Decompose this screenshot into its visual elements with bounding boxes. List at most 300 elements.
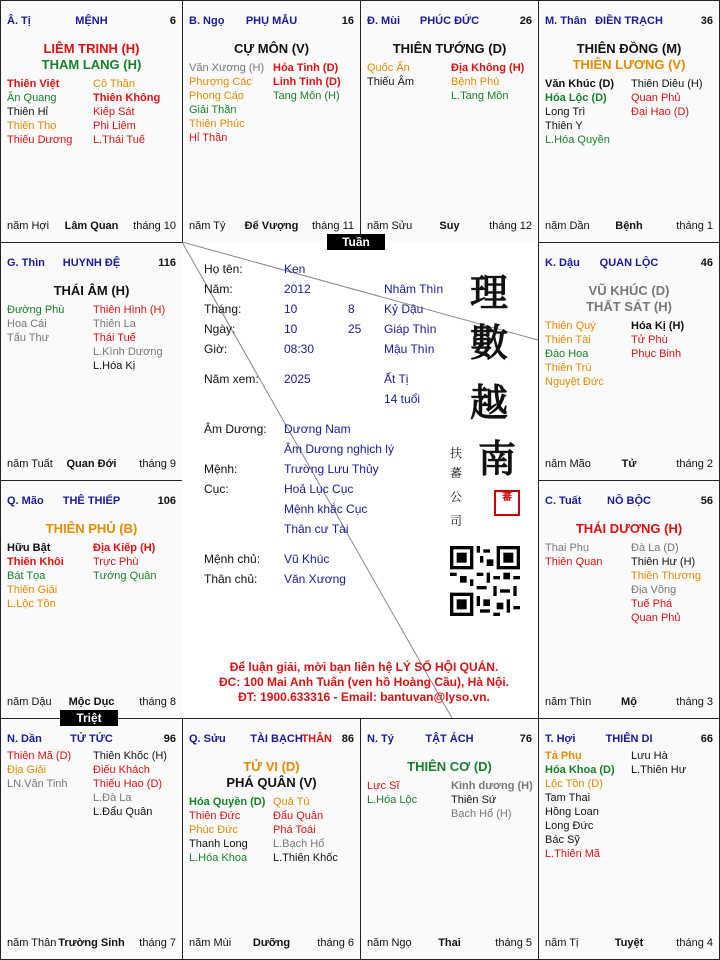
year-label: năm Tị	[545, 937, 579, 949]
label-cuc: Cục:	[204, 482, 229, 496]
minor-stars-left	[7, 749, 71, 791]
main-star: THIÊN PHỦ (B)	[45, 521, 138, 536]
palace-header	[7, 15, 176, 29]
palace-name: THIÊN DI	[605, 733, 653, 745]
palace-name: MỆNH	[75, 15, 108, 27]
minor-star: Hỉ Thần	[189, 132, 228, 144]
center-panel	[182, 242, 538, 718]
year-label: năm Thìn	[545, 696, 592, 708]
minor-stars-left	[189, 795, 265, 865]
palace-number: 106	[157, 495, 176, 507]
calligraphy-sub-3: 公	[450, 490, 463, 504]
life-stage: Dưỡng	[252, 937, 291, 949]
year-label: năm Hợi	[7, 220, 50, 232]
minor-star: Thiên Hư (H)	[631, 556, 696, 568]
month-label: tháng 5	[495, 937, 532, 949]
minor-star: Bác Sỹ	[545, 834, 580, 846]
minor-star: Địa Không (H)	[451, 62, 525, 74]
month-label: tháng 6	[317, 937, 354, 949]
palace-footer	[7, 458, 176, 472]
minor-star: Tam Thai	[545, 792, 591, 804]
minor-star: Tuế Phá	[631, 598, 673, 610]
life-stage: Thai	[438, 937, 461, 949]
main-star: THÁI ÂM (H)	[53, 283, 130, 298]
year-label: năm Mùi	[189, 937, 232, 949]
year-label: năm Dần	[545, 220, 590, 232]
palace-footer	[7, 220, 176, 234]
palace-ty	[0, 0, 183, 243]
palace-branch: Â. Tị	[7, 15, 31, 27]
minor-stars-left	[367, 61, 414, 89]
main-stars	[183, 759, 360, 791]
year-label: năm Mão	[545, 458, 591, 470]
label-nam-xem: Năm xem:	[204, 372, 259, 386]
minor-stars-left	[7, 303, 64, 345]
minor-star: Tả Phụ	[545, 750, 582, 762]
minor-star: Thiên Diêu (H)	[631, 78, 703, 90]
minor-star: Lưu Hà	[631, 750, 668, 762]
minor-star: L.Thiên Mã	[545, 848, 601, 860]
palace-number: 86	[341, 733, 354, 745]
year-label: năm Tý	[189, 220, 226, 232]
value-gio: 08:30	[284, 342, 315, 356]
calligraphy-char-4: 南	[478, 436, 517, 481]
minor-star: Thiên Không	[93, 92, 161, 104]
year-label: năm Tuất	[7, 458, 53, 470]
life-stage: Bệnh	[615, 220, 643, 232]
minor-star: Thiên Sứ	[451, 794, 497, 806]
value-ho-ten: Ken	[284, 262, 306, 276]
main-stars	[361, 759, 538, 775]
month-label: tháng 8	[139, 696, 176, 708]
label-ngay: Ngày:	[204, 322, 236, 336]
palace-than	[538, 0, 720, 243]
palace-number: 56	[700, 495, 713, 507]
minor-star: Thiên Khôi	[7, 556, 64, 568]
minor-stars-right	[631, 319, 684, 361]
minor-stars-right	[93, 541, 157, 583]
main-stars	[539, 521, 719, 537]
palace-header	[7, 257, 176, 271]
minor-star: Đà La (D)	[631, 542, 679, 554]
value-tuoi: 14 tuổi	[384, 392, 421, 406]
palace-footer	[545, 696, 713, 710]
minor-stars-right	[631, 749, 686, 777]
month-label: tháng 10	[133, 220, 176, 232]
month-label: tháng 9	[139, 458, 176, 470]
minor-star: Đại Hao (D)	[631, 106, 690, 118]
palace-header	[545, 257, 713, 271]
minor-star: Thiên Y	[545, 120, 583, 132]
minor-star: Điếu Khách	[93, 764, 150, 776]
minor-star: L.Thiên Khốc	[273, 852, 338, 864]
month-label: tháng 2	[676, 458, 713, 470]
value-menh-chu: Vũ Khúc	[284, 552, 330, 566]
minor-star: Địa Võng	[631, 584, 677, 596]
minor-star: Thiên Thọ	[7, 120, 57, 132]
label-menh: Mệnh:	[204, 462, 238, 476]
value-nam-can: Nhâm Thìn	[384, 282, 444, 296]
value-cuc: Hoả Lục Cục	[284, 482, 354, 496]
label-menh-chu: Mệnh chủ:	[204, 552, 261, 566]
minor-star: Phong Cáo	[189, 90, 245, 102]
main-star: THIÊN ĐỒNG (M)	[576, 41, 682, 56]
minor-stars-right	[93, 77, 160, 147]
minor-star: L.Lộc Tồn	[7, 598, 56, 610]
palace-footer	[545, 937, 713, 951]
life-stage: Tử	[621, 458, 637, 470]
minor-star: Thiên Tài	[545, 334, 591, 346]
minor-star: LN.Văn Tinh	[7, 778, 68, 790]
palace-branch: T. Hợi	[545, 733, 576, 745]
minor-star: Tướng Quân	[93, 570, 157, 582]
value-am-duong-2: Âm Dương nghịch lý	[284, 442, 394, 456]
palace-ngo	[182, 0, 361, 243]
main-star: LIÊM TRINH (H)	[43, 41, 140, 56]
palace-tuat	[538, 480, 720, 719]
minor-star: Thiên Giải	[7, 584, 58, 596]
minor-star: Hóa Khoa (D)	[545, 764, 615, 776]
palace-footer	[7, 937, 176, 951]
palace-branch: C. Tuất	[545, 495, 582, 507]
minor-stars-right	[273, 795, 338, 865]
minor-star: Cô Thần	[93, 78, 135, 90]
year-label: năm Ngọ	[367, 937, 412, 949]
minor-star: Tấu Thư	[7, 332, 50, 344]
minor-star: Thiên La	[93, 318, 136, 330]
value-nam: 2012	[284, 282, 311, 296]
palace-mui	[360, 0, 539, 243]
minor-stars-left	[367, 779, 417, 807]
life-stage: Mộ	[621, 696, 637, 708]
minor-star: L.Hóa Kị	[93, 360, 136, 372]
palace-number: 76	[519, 733, 532, 745]
palace-branch: M. Thân	[545, 15, 587, 27]
minor-star: Kình dương (H)	[451, 780, 533, 792]
month-label: tháng 4	[676, 937, 713, 949]
value-cuc-2: Mệnh khắc Cục	[284, 502, 368, 516]
palace-dan	[0, 718, 183, 960]
main-star: THAM LANG (H)	[41, 57, 142, 72]
palace-name: THÊ THIẾP	[62, 495, 121, 507]
value-thang-can: Kỷ Dậu	[384, 302, 424, 316]
palace-header	[545, 733, 713, 747]
minor-star: L.Đà La	[93, 792, 132, 804]
palace-header	[189, 15, 354, 29]
minor-star: Phúc Đức	[189, 824, 238, 836]
palace-number: 96	[163, 733, 176, 745]
minor-star: Địa Giải	[7, 764, 47, 776]
palace-number: 116	[158, 257, 176, 269]
palace-suu	[182, 718, 361, 960]
minor-stars-left	[7, 541, 64, 611]
palace-footer	[189, 937, 354, 951]
minor-stars-left	[189, 61, 264, 145]
minor-star: Giải Thần	[189, 104, 237, 116]
label-gio: Giờ:	[204, 342, 228, 356]
minor-star: Thai Phụ	[545, 542, 590, 554]
main-stars	[539, 283, 719, 315]
palace-number: 46	[700, 257, 713, 269]
palace-footer	[545, 458, 713, 472]
minor-star: Đường Phù	[7, 304, 65, 316]
minor-star: Quan Phủ	[631, 92, 681, 104]
minor-star: L.Tang Môn	[451, 90, 509, 102]
minor-stars-right	[451, 779, 533, 821]
life-stage: Mộc Dục	[68, 696, 115, 708]
minor-stars-left	[545, 319, 604, 389]
palace-header	[189, 733, 354, 747]
palace-name: TẬT ÁCH	[425, 733, 474, 745]
main-star: CỰ MÔN (V)	[233, 41, 310, 56]
minor-star: Lộc Tồn (D)	[545, 778, 603, 790]
minor-star: Thiên Trù	[545, 362, 592, 374]
minor-star: Thiên Hình (H)	[93, 304, 166, 316]
palace-name: QUAN LỘC	[599, 257, 659, 269]
minor-star: Quan Phủ	[631, 612, 681, 624]
minor-star: Thiên Quý	[545, 320, 596, 332]
main-stars	[361, 41, 538, 57]
main-star: TỬ VI (D)	[243, 759, 300, 774]
palace-number: 26	[519, 15, 532, 27]
palace-header	[367, 733, 532, 747]
value-menh: Trường Lưu Thủy	[284, 462, 379, 476]
minor-star: L.Hóa Lộc	[367, 794, 418, 806]
life-stage: Suy	[439, 220, 460, 232]
minor-star: Thiên Đức	[189, 810, 241, 822]
minor-star: Bạch Hổ (H)	[451, 808, 512, 820]
palace-name: TỬ TỨC	[70, 733, 113, 745]
life-stage: Đế Vượng	[244, 220, 299, 232]
tuan-marker: Tuần	[327, 234, 385, 250]
minor-star: Phượng Các	[189, 76, 252, 88]
minor-star: Thiên Mã (D)	[7, 750, 72, 762]
minor-star: Thiên Phúc	[189, 118, 245, 130]
calligraphy-sub-2: 蕃	[450, 466, 463, 480]
minor-stars-right	[451, 61, 524, 103]
month-label: tháng 3	[676, 696, 713, 708]
label-ho-ten: Họ tên:	[204, 262, 243, 276]
value-thang-am: 8	[348, 302, 355, 316]
palace-branch: N. Dần	[7, 733, 42, 745]
palace-header	[545, 495, 713, 509]
minor-star: Ân Quang	[7, 92, 57, 104]
palace-number: 66	[700, 733, 713, 745]
minor-star: Địa Kiếp (H)	[93, 542, 156, 554]
minor-star: Lực Sĩ	[367, 780, 400, 792]
palace-name: PHÚC ĐỨC	[419, 15, 480, 27]
value-am-duong: Dương Nam	[284, 422, 351, 436]
month-label: tháng 7	[139, 937, 176, 949]
palace-branch: K. Dậu	[545, 257, 580, 269]
main-stars	[1, 283, 182, 299]
minor-star: L.Đẩu Quân	[93, 806, 153, 818]
main-stars	[1, 521, 182, 537]
minor-star: Long Trì	[545, 106, 586, 118]
minor-star: Thiếu Âm	[367, 76, 415, 88]
value-cuc-3: Thân cư Tài	[284, 522, 349, 536]
minor-stars-left	[545, 749, 615, 861]
value-thang: 10	[284, 302, 298, 316]
minor-stars-left	[545, 541, 602, 569]
minor-star: L.Bạch Hổ	[273, 838, 325, 850]
palace-footer	[189, 220, 354, 234]
minor-star: Long Đức	[545, 820, 594, 832]
minor-star: Hồng Loan	[545, 806, 599, 818]
palace-dau	[538, 242, 720, 481]
minor-stars-right	[631, 77, 703, 119]
palace-branch: Đ. Mùi	[367, 15, 400, 27]
minor-stars-left	[545, 77, 614, 147]
main-star: THIÊN TƯỚNG (D)	[392, 41, 507, 56]
minor-star: Đào Hoa	[545, 348, 589, 360]
minor-star: Bệnh Phù	[451, 76, 500, 88]
label-thang: Tháng:	[204, 302, 242, 316]
minor-star: Thanh Long	[189, 838, 248, 850]
value-ngay: 10	[284, 322, 298, 336]
palace-branch: N. Tý	[367, 733, 394, 745]
minor-star: Tử Phù	[631, 334, 668, 346]
main-stars	[1, 41, 182, 73]
minor-stars-left	[7, 77, 72, 147]
palace-header	[545, 15, 713, 29]
palace-footer	[367, 937, 532, 951]
palace-header	[7, 495, 176, 509]
minor-star: Hữu Bật	[7, 542, 51, 554]
minor-star: Hóa Kị (H)	[631, 320, 685, 332]
month-label: tháng 11	[311, 220, 354, 232]
minor-star: Thiếu Dương	[7, 134, 73, 146]
minor-star: Thiên Khốc (H)	[93, 750, 167, 762]
palace-ty2	[360, 718, 539, 960]
minor-star: Văn Khúc (D)	[545, 78, 615, 90]
minor-stars-right	[631, 541, 701, 625]
minor-star: Hoa Cái	[7, 318, 47, 330]
palace-branch: Q. Sửu	[189, 733, 226, 745]
value-gio-can: Mậu Thìn	[384, 342, 435, 356]
year-label: năm Thân	[7, 937, 57, 949]
palace-number: 16	[341, 15, 354, 27]
palace-name: NÔ BỘC	[607, 495, 651, 507]
minor-star: Phá Toái	[273, 824, 316, 836]
minor-star: Phi Liêm	[93, 120, 136, 132]
minor-star: Thiên Quan	[545, 556, 603, 568]
minor-star: Linh Tinh (D)	[273, 76, 341, 88]
palace-branch: B. Ngọ	[189, 15, 225, 27]
minor-star: L.Thái Tuế	[93, 134, 145, 146]
qr-code-icon[interactable]	[450, 546, 520, 616]
minor-star: Phục Binh	[631, 348, 682, 360]
palace-name: PHỤ MẪU	[245, 15, 298, 27]
main-star: THIÊN LƯƠNG (V)	[572, 57, 686, 72]
palace-footer	[545, 220, 713, 234]
minor-stars-right	[273, 61, 341, 103]
main-stars	[539, 41, 719, 73]
minor-star: Thiên Thương	[631, 570, 702, 582]
minor-star: Nguyệt Đức	[545, 376, 604, 388]
life-stage: Quan Đới	[66, 458, 117, 470]
contact-line-3[interactable]: ĐT: 1900.633316 - Email: bantuvan@lyso.vn.	[238, 690, 490, 704]
palace-name: ĐIỀN TRẠCH	[595, 15, 663, 27]
main-star: VŨ KHÚC (D)	[588, 283, 670, 298]
year-label: năm Dậu	[7, 696, 52, 708]
contact-line-1: Để luận giải, mời bạn liên hệ LÝ SỐ HỘI QUÁN.	[229, 660, 499, 674]
calligraphy-sub-1: 扶	[450, 446, 463, 460]
palace-header	[7, 733, 176, 747]
palace-header	[367, 15, 532, 29]
palace-number: 36	[700, 15, 713, 27]
minor-stars-right	[93, 303, 165, 373]
minor-star: L.Hóa Quyền	[545, 134, 610, 146]
life-stage: Lâm Quan	[64, 220, 119, 232]
minor-star: Quả Tú	[273, 796, 310, 808]
value-ngay-am: 25	[348, 322, 362, 336]
calligraphy-char-2: 數	[470, 320, 509, 365]
contact-line-2: ĐC: 100 Mai Anh Tuấn (ven hồ Hoàng Cầu), Hà Nội.	[218, 675, 509, 689]
minor-star: Thiên Hỉ	[7, 106, 48, 118]
year-label: năm Sửu	[367, 220, 413, 232]
calligraphy-char-1: 理	[470, 270, 509, 315]
main-stars	[183, 41, 360, 57]
minor-star: Quốc Ấn	[367, 62, 410, 74]
label-than-chu: Thân chủ:	[204, 572, 258, 586]
value-nam-xem: 2025	[284, 372, 311, 386]
minor-star: L.Kình Dương	[93, 346, 163, 358]
minor-star: Trực Phù	[93, 556, 139, 568]
main-star: THÁI DƯƠNG (H)	[575, 521, 683, 536]
triet-marker: Triệt	[60, 710, 118, 726]
palace-name: HUYNH ĐỆ	[62, 257, 121, 269]
minor-star: Bát Tọa	[7, 570, 46, 582]
palace-number: 6	[169, 15, 176, 27]
minor-star: Hóa Quyền (D)	[189, 796, 266, 808]
minor-star: Văn Xương (H)	[189, 62, 265, 74]
minor-star: Thái Tuế	[93, 332, 136, 344]
red-seal-stamp: 蕃	[494, 490, 520, 516]
value-ngay-can: Giáp Thìn	[384, 322, 437, 336]
palace-thin	[0, 242, 183, 481]
palace-footer	[7, 696, 176, 710]
calligraphy-char-3: 越	[470, 380, 509, 425]
life-stage: Tuyệt	[614, 937, 644, 949]
minor-star: L.Thiên Hư	[631, 764, 687, 776]
value-nam-xem-can: Ất Tị	[384, 372, 409, 386]
palace-footer	[367, 220, 532, 234]
minor-star: Thiếu Hao (D)	[93, 778, 163, 790]
palace-hoi	[538, 718, 720, 960]
palace-branch: Q. Mão	[7, 495, 44, 507]
minor-star: Tang Môn (H)	[273, 90, 340, 102]
palace-branch: G. Thìn	[7, 257, 45, 269]
label-nam: Năm:	[204, 282, 233, 296]
than-marker: THÂN	[301, 733, 332, 745]
minor-stars-right	[93, 749, 167, 819]
minor-star: Thiên Việt	[7, 78, 60, 90]
palace-mao	[0, 480, 183, 719]
main-star: PHÁ QUÂN (V)	[226, 775, 317, 790]
palace-name: TÀI BẠCH	[250, 733, 303, 745]
month-label: tháng 1	[676, 220, 713, 232]
calligraphy-sub-4: 司	[450, 514, 463, 528]
minor-star: Hóa Lộc (D)	[545, 92, 607, 104]
life-stage: Trường Sinh	[58, 937, 125, 949]
value-than-chu: Văn Xương	[284, 572, 346, 586]
minor-star: Kiếp Sát	[93, 106, 135, 118]
label-am-duong: Âm Dương:	[204, 422, 267, 436]
main-star: THIÊN CƠ (D)	[407, 759, 492, 774]
main-star: THẤT SÁT (H)	[586, 299, 672, 314]
minor-star: Đẩu Quân	[273, 810, 324, 822]
